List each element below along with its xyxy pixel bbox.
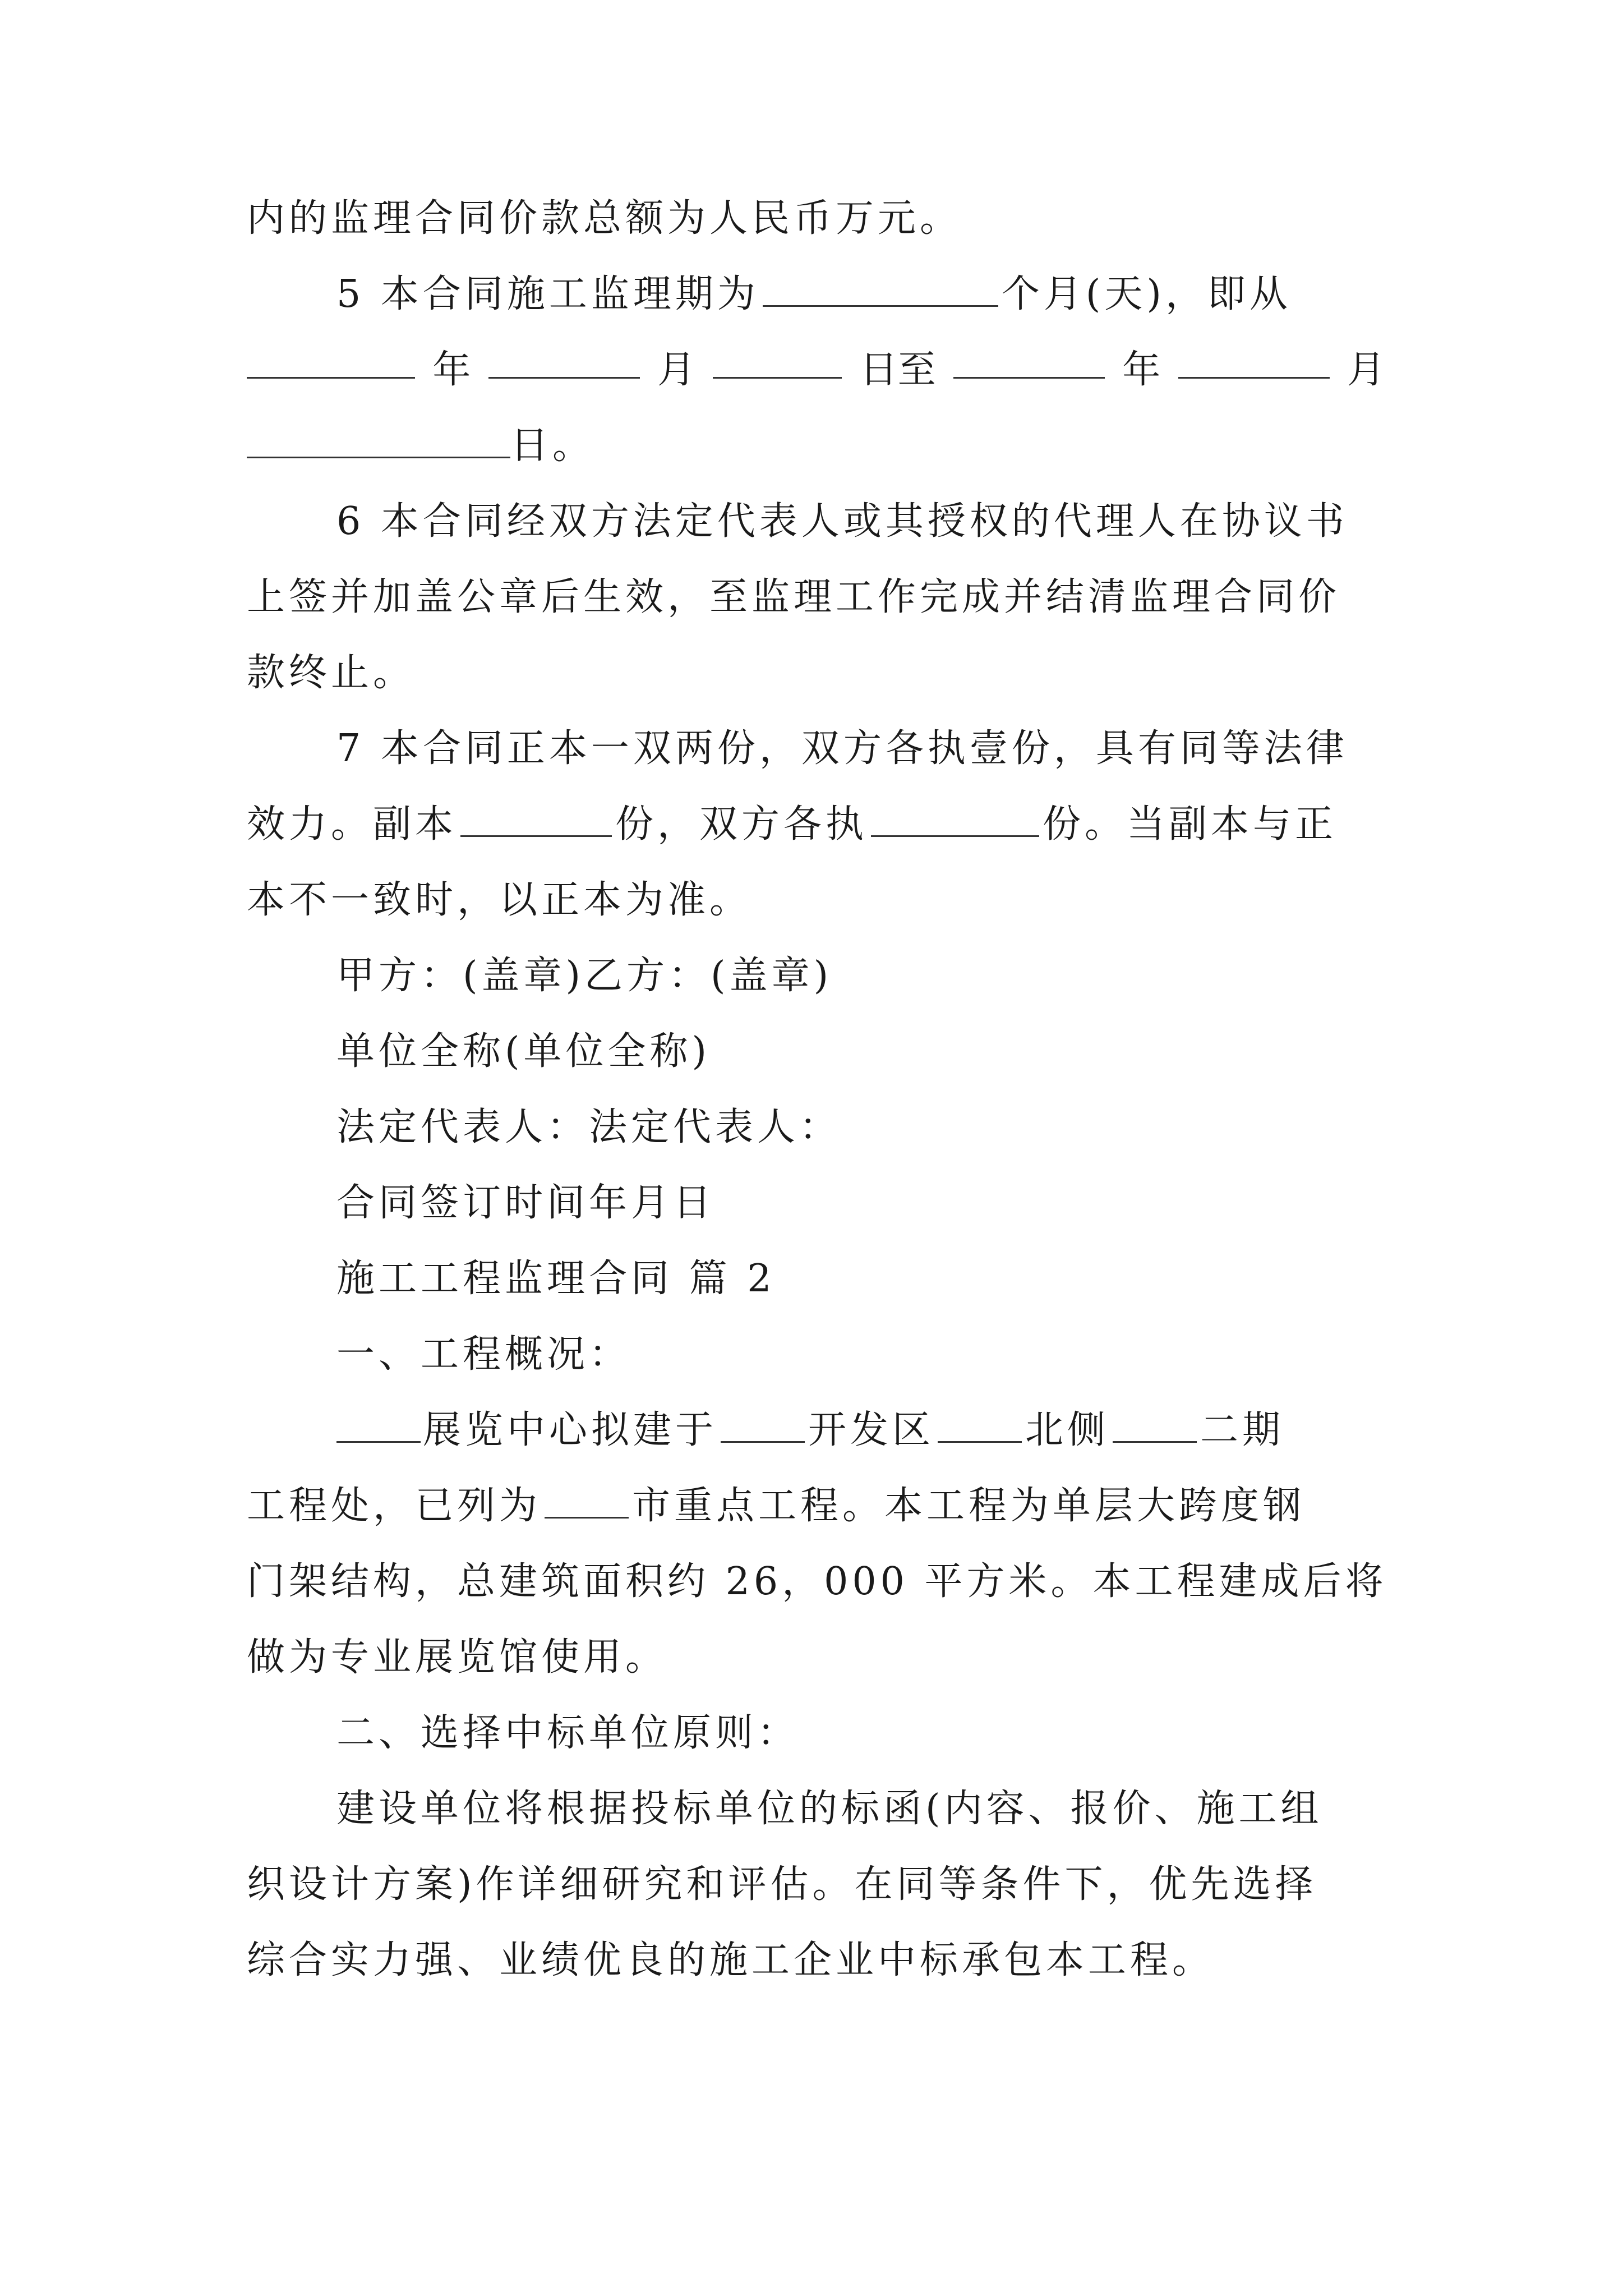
blank-field: [721, 1406, 805, 1443]
blank-field: [953, 342, 1105, 379]
line-text: 展览中心拟建于: [423, 1408, 718, 1452]
line-text: 本不一致时，以正本为准。: [247, 878, 752, 922]
line-text: 综合实力强、业绩优良的施工企业中标承包本工程。: [247, 1938, 1215, 1982]
line-text: 7 本合同正本一双两份，双方各执壹份，具有同等法律: [336, 726, 1348, 771]
line-text: 北侧: [1025, 1408, 1110, 1452]
blank-field: [713, 342, 842, 379]
text-line-party-seal: [247, 948, 1385, 1004]
text-line-legal-rep: [247, 1099, 1385, 1156]
text-line: [247, 645, 1385, 701]
line-text: 份。当副本与正: [1043, 802, 1338, 846]
line-text: 月: [1347, 348, 1385, 392]
line-text: 单位全称(单位全称): [336, 1029, 711, 1074]
section-heading: [247, 1705, 1385, 1761]
line-text: 份，双方各执: [615, 802, 868, 846]
line-text: 施工工程监理合同 篇 2: [336, 1257, 776, 1301]
line-text: 门架结构，总建筑面积约 26，000 平方米。本工程建成后将: [247, 1559, 1387, 1604]
text-line: [247, 1478, 1385, 1534]
blank-field: [1113, 1406, 1197, 1443]
blank-field: [545, 1482, 629, 1519]
blank-field: [247, 422, 510, 458]
line-text: 日至: [859, 348, 936, 392]
text-line-unit-name: [247, 1024, 1385, 1080]
text-line: [247, 191, 1385, 247]
line-text: 做为专业展览馆使用。: [247, 1635, 668, 1680]
blank-field: [336, 1406, 421, 1443]
blank-field: [938, 1406, 1022, 1443]
line-text: 甲方：(盖章)乙方：(盖章): [336, 954, 833, 998]
line-text: 效力。副本: [247, 802, 458, 846]
text-line-project-location: [247, 1402, 1385, 1458]
line-text: 月: [657, 348, 695, 392]
line-text: 一、工程概况：: [336, 1332, 631, 1377]
line-text: 年: [1122, 348, 1161, 392]
text-line: [247, 872, 1385, 928]
text-line: [247, 721, 1385, 777]
section-heading: [247, 1327, 1385, 1383]
text-line: [247, 418, 1385, 474]
line-text: 市重点工程。本工程为单层大跨度钢: [632, 1484, 1306, 1528]
line-text: 6 本合同经双方法定代表人或其授权的代理人在协议书: [336, 499, 1348, 544]
line-text: 上签并加盖公章后生效，至监理工作完成并结清监理合同价: [247, 575, 1341, 619]
text-line: [247, 1857, 1385, 1913]
line-text: 工程处，已列为: [247, 1484, 542, 1528]
text-line: [247, 1781, 1385, 1837]
text-line: [247, 1932, 1385, 1989]
blank-field: [1178, 342, 1330, 379]
text-line-copies: [247, 797, 1385, 853]
line-text: 日。: [510, 424, 595, 468]
blank-field: [460, 800, 612, 837]
blank-field: [763, 270, 998, 307]
text-line-date-range: [247, 342, 1385, 398]
text-line: [247, 569, 1385, 625]
text-line: [247, 1554, 1385, 1610]
line-text: 个月(天)，即从: [1001, 272, 1292, 316]
blank-field: [488, 342, 640, 379]
blank-field: [247, 342, 415, 379]
blank-field: [871, 800, 1039, 837]
line-text: 合同签订时间年月日: [336, 1181, 716, 1225]
text-line: [247, 494, 1385, 550]
line-text: 二期: [1200, 1408, 1285, 1452]
line-text: 织设计方案)作详细研究和评估。在同等条件下，优先选择: [247, 1862, 1317, 1907]
text-line: [247, 1630, 1385, 1686]
line-text: 法定代表人：法定代表人：: [336, 1105, 842, 1149]
line-text: 二、选择中标单位原则：: [336, 1711, 800, 1755]
line-text: 开发区: [808, 1408, 935, 1452]
section-heading: [247, 1251, 1385, 1307]
text-line-contract-period: [247, 266, 1385, 323]
line-text: 年: [432, 348, 471, 392]
text-line-sign-date: [247, 1175, 1385, 1231]
line-text: 款终止。: [247, 651, 416, 695]
line-text: 5 本合同施工监理期为: [336, 272, 759, 316]
line-text: 建设单位将根据投标单位的标函(内容、报价、施工组: [336, 1787, 1323, 1831]
line-text: 内的监理合同价款总额为人民币万元。: [247, 196, 962, 241]
